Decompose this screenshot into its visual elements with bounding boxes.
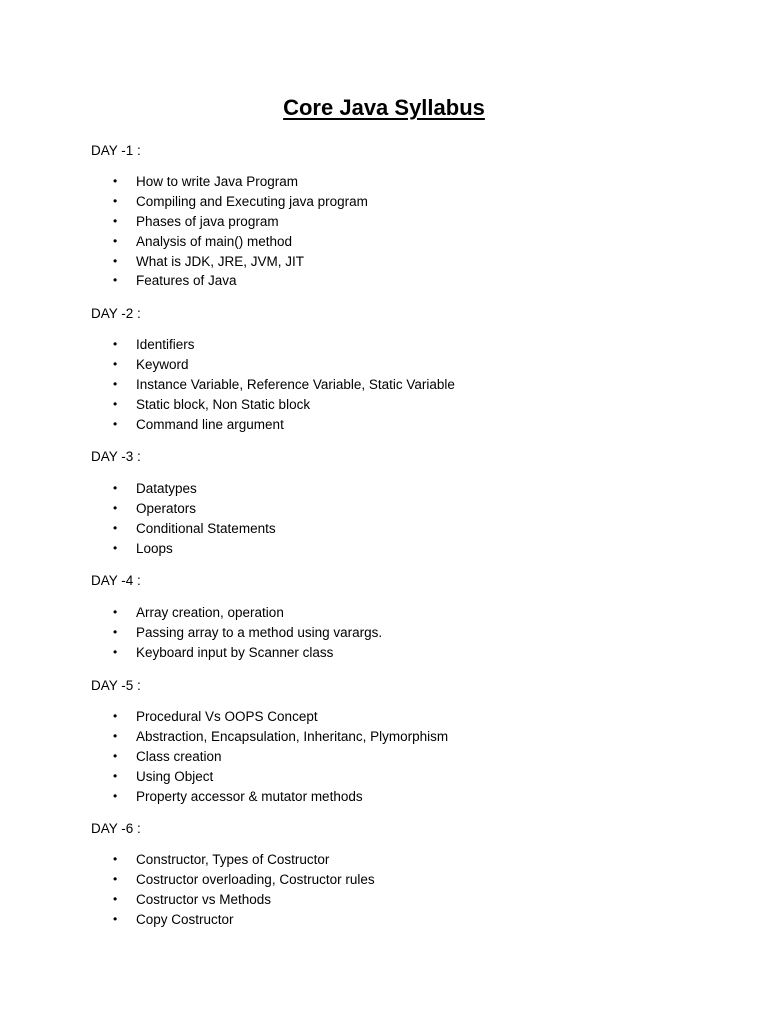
list-item-text: Features of Java [136,273,237,289]
bullet-icon: • [113,624,118,639]
list-item-text: Procedural Vs OOPS Concept [136,709,318,724]
bullet-icon: • [113,376,118,391]
list-item-text: Passing array to a method using varargs. [136,624,383,640]
bullet-icon: • [113,356,118,371]
bullet-icon: • [113,193,118,208]
bullet-icon: • [113,174,118,188]
list-item-text: Command line argument [136,416,284,432]
day-heading: DAY -3 : [91,449,141,464]
day-heading: DAY -5 : [91,678,141,693]
list-item-text: Costructor overloading, Costructor rules [136,871,375,887]
day-heading: DAY -6 : [91,821,141,836]
list-item-text: Conditional Statements [136,520,276,536]
bullet-icon: • [113,337,118,351]
bullet-icon: • [113,644,118,659]
bullet-icon: • [113,396,118,411]
bullet-icon: • [113,273,118,288]
list-item-text: Using Object [136,768,214,784]
bullet-icon: • [113,481,118,495]
list-item-text: Instance Variable, Reference Variable, Static Variable [136,376,455,392]
list-item-text: Compiling and Executing java program [136,193,368,209]
list-item-text: Loops [136,540,173,556]
list-item-text: How to write Java Program [136,174,299,189]
bullet-icon: • [113,213,118,228]
list-item-text: Keyword [136,356,189,372]
bullet-icon: • [113,768,118,783]
list-item-text: Class creation [136,748,222,764]
list-item-text: Operators [136,500,197,516]
list-item-text: Property accessor & mutator methods [136,788,363,804]
list-item-text: Keyboard input by Scanner class [136,644,334,660]
bullet-icon: • [113,605,118,619]
day-heading: DAY -2 : [91,306,141,321]
list-item-text: Array creation, operation [136,605,284,620]
list-item-text: Copy Costructor [136,911,234,927]
list-item-text: Static block, Non Static block [136,396,311,412]
day-heading: DAY -1 : [91,143,141,158]
list-item-text: Identifiers [136,337,195,352]
bullet-icon: • [113,788,118,803]
bullet-icon: • [113,500,118,515]
list-item-text: Abstraction, Encapsulation, Inheritanc, Plymorphism [136,728,449,744]
bullet-icon: • [113,253,118,268]
list-item-text: Costructor vs Methods [136,891,272,907]
bullet-icon: • [113,748,118,763]
bullet-icon: • [113,728,118,743]
bullet-icon: • [113,911,118,926]
list-item-text: What is JDK, JRE, JVM, JIT [136,253,305,269]
bullet-icon: • [113,540,118,555]
bullet-icon: • [113,891,118,906]
bullet-icon: • [113,416,118,431]
list-item-text: Constructor, Types of Costructor [136,852,330,867]
bullet-icon: • [113,852,118,866]
bullet-icon: • [113,871,118,886]
bullet-icon: • [113,709,118,723]
page-title: Core Java Syllabus [283,95,485,120]
list-item-text: Phases of java program [136,213,279,229]
bullet-icon: • [113,520,118,535]
bullet-icon: • [113,233,118,248]
list-item-text: Analysis of main() method [136,233,293,249]
day-heading: DAY -4 : [91,573,141,588]
list-item-text: Datatypes [136,481,197,496]
